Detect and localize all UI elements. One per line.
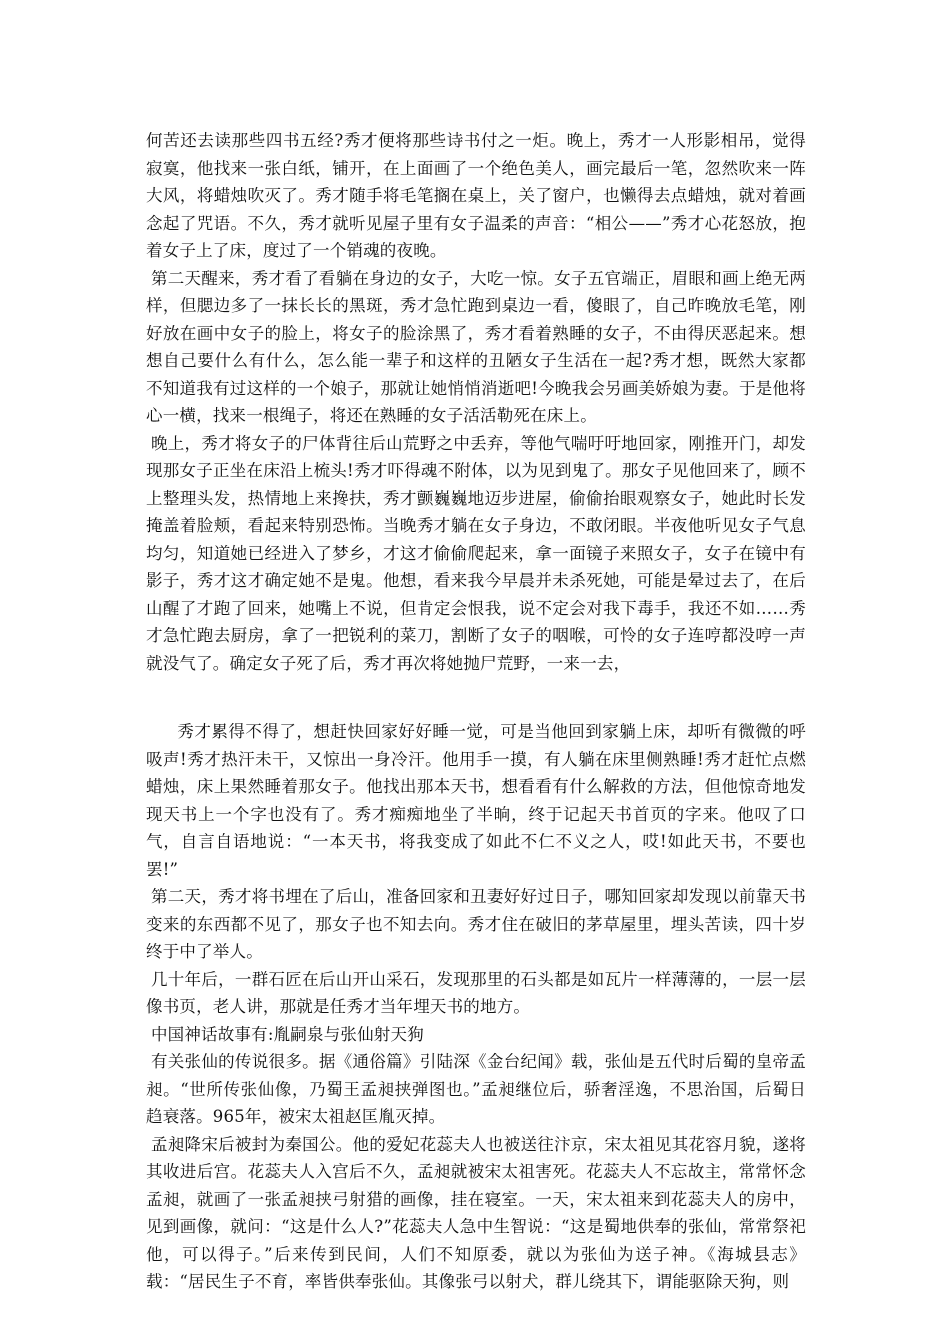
paragraph: 第二天，秀才将书埋在了后山，准备回家和丑妻好好过日子，哪知回家却发现以前靠天书变来的东西都不见了，那女子也不知去向。秀才住在破旧的茅草屋里，埋头苦读，四十岁终于中了举人。	[146, 887, 806, 961]
paragraph: 有关张仙的传说很多。据《通俗篇》引陆深《金台纪闻》载，张仙是五代时后蜀的皇帝孟昶。“世所传张仙像，乃蜀王孟昶挟弹图也。”孟昶继位后，骄奢淫逸，不思治国，后蜀日趋衰落。965年，被宋太祖赵匡胤灭掉。	[146, 1052, 806, 1126]
paragraph: 何苦还去读那些四书五经?秀才便将那些诗书付之一炬。晚上，秀才一人形影相吊，觉得寂寞，他找来一张白纸，铺开，在上面画了一个绝色美人，画完最后一笔，忽然吹来一阵大风，将蜡烛吹灭了。秀才随手将毛笔搁在桌上，关了窗户，也懒得去点蜡烛，就对着画念起了咒语。不久，秀才就听见屋子里有女子温柔的声音：“相公——”秀才心花怒放，抱着女子上了床，度过了一个销魂的夜晚。	[146, 131, 806, 260]
paragraph: 第二天醒来，秀才看了看躺在身边的女子，大吃一惊。女子五官端正，眉眼和画上绝无两样，但腮边多了一抹长长的黑斑，秀才急忙跑到桌边一看，傻眼了，自己昨晚放毛笔，刚好放在画中女子的脸上，将女子的脸涂黑了，秀才看着熟睡的女子，不由得厌恶起来。想想自己要什么有什么，怎么能一辈子和这样的丑陋女子生活在一起?秀才想，既然大家都不知道我有过这样的一个娘子，那就让她悄悄消逝吧!今晚我会另画美娇娘为妻。于是他将心一横，找来一根绳子，将还在熟睡的女子活活勒死在床上。	[146, 268, 806, 425]
paragraph: 晚上，秀才将女子的尸体背往后山荒野之中丢弃，等他气喘吁吁地回家，刚推开门，却发现那女子正坐在床沿上梳头!秀才吓得魂不附体，以为见到鬼了。那女子见他回来了，顾不上整理头发，热情地上来搀扶，秀才颤巍巍地迈步进屋，偷偷抬眼观察女子，她此时长发掩盖着脸颊，看起来特别恐怖。当晚秀才躺在女子身边，不敢闭眼。半夜他听见女子气息均匀，知道她已经进入了梦乡，才这才偷偷爬起来，拿一面镜子来照女子，女子在镜中有影子，秀才这才确定她不是鬼。他想，看来我今早晨并未杀死她，可能是晕过去了，在后山醒了才跑了回来，她嘴上不说，但肯定会恨我，说不定会对我下毒手，我还不如……秀才急忙跑去厨房，拿了一把锐利的菜刀，割断了女子的咽喉，可怜的女子连哼都没哼一声就没气了。确定女子死了后，秀才再次将她抛尸荒野，一来一去，	[146, 433, 806, 673]
top-text-block	[146, 127, 806, 677]
paragraph: 孟昶降宋后被封为秦国公。他的爱妃花蕊夫人也被送往汴京，宋太祖见其花容月貌，遂将其收进后宫。花蕊夫人入宫后不久，孟昶就被宋太祖害死。花蕊夫人不忘故主，常常怀念孟昶，就画了一张孟昶挟弓射猎的画像，挂在寝室。一天，宋太祖来到花蕊夫人的房中，见到画像，就问：“这是什么人?”花蕊夫人急中生智说：“这是蜀地供奉的张仙，常常祭祀他，可以得子。”后来传到民间，人们不知原委，就以为张仙为送子神。《海城县志》载：“居民生子不育，率皆供奉张仙。其像张弓以射犬，群儿绕其下，谓能驱除天狗，则	[146, 1134, 806, 1291]
bottom-text-block	[146, 718, 806, 1296]
paragraph: 秀才累得不得了，想赶快回家好好睡一觉，可是当他回到家躺上床，却听有微微的呼吸声!秀才热汗未干，又惊出一身冷汗。他用手一摸，有人躺在床里侧熟睡!秀才赶忙点燃蜡烛，床上果然睡着那女子。他找出那本天书，想看看有什么解救的方法，但他惊奇地发现天书上一个字也没有了。秀才痴痴地坐了半晌，终于记起天书首页的字来。他叹了口气，自言自语地说：“一本天书，将我变成了如此不仁不义之人，哎!如此天书，不要也罢!”	[146, 722, 806, 879]
paragraph: 几十年后，一群石匠在后山开山采石，发现那里的石头都是如瓦片一样薄薄的，一层一层像书页，老人讲，那就是任秀才当年埋天书的地方。	[146, 969, 806, 1016]
section-heading: 中国神话故事有:胤嗣泉与张仙射天狗	[150, 1024, 424, 1044]
